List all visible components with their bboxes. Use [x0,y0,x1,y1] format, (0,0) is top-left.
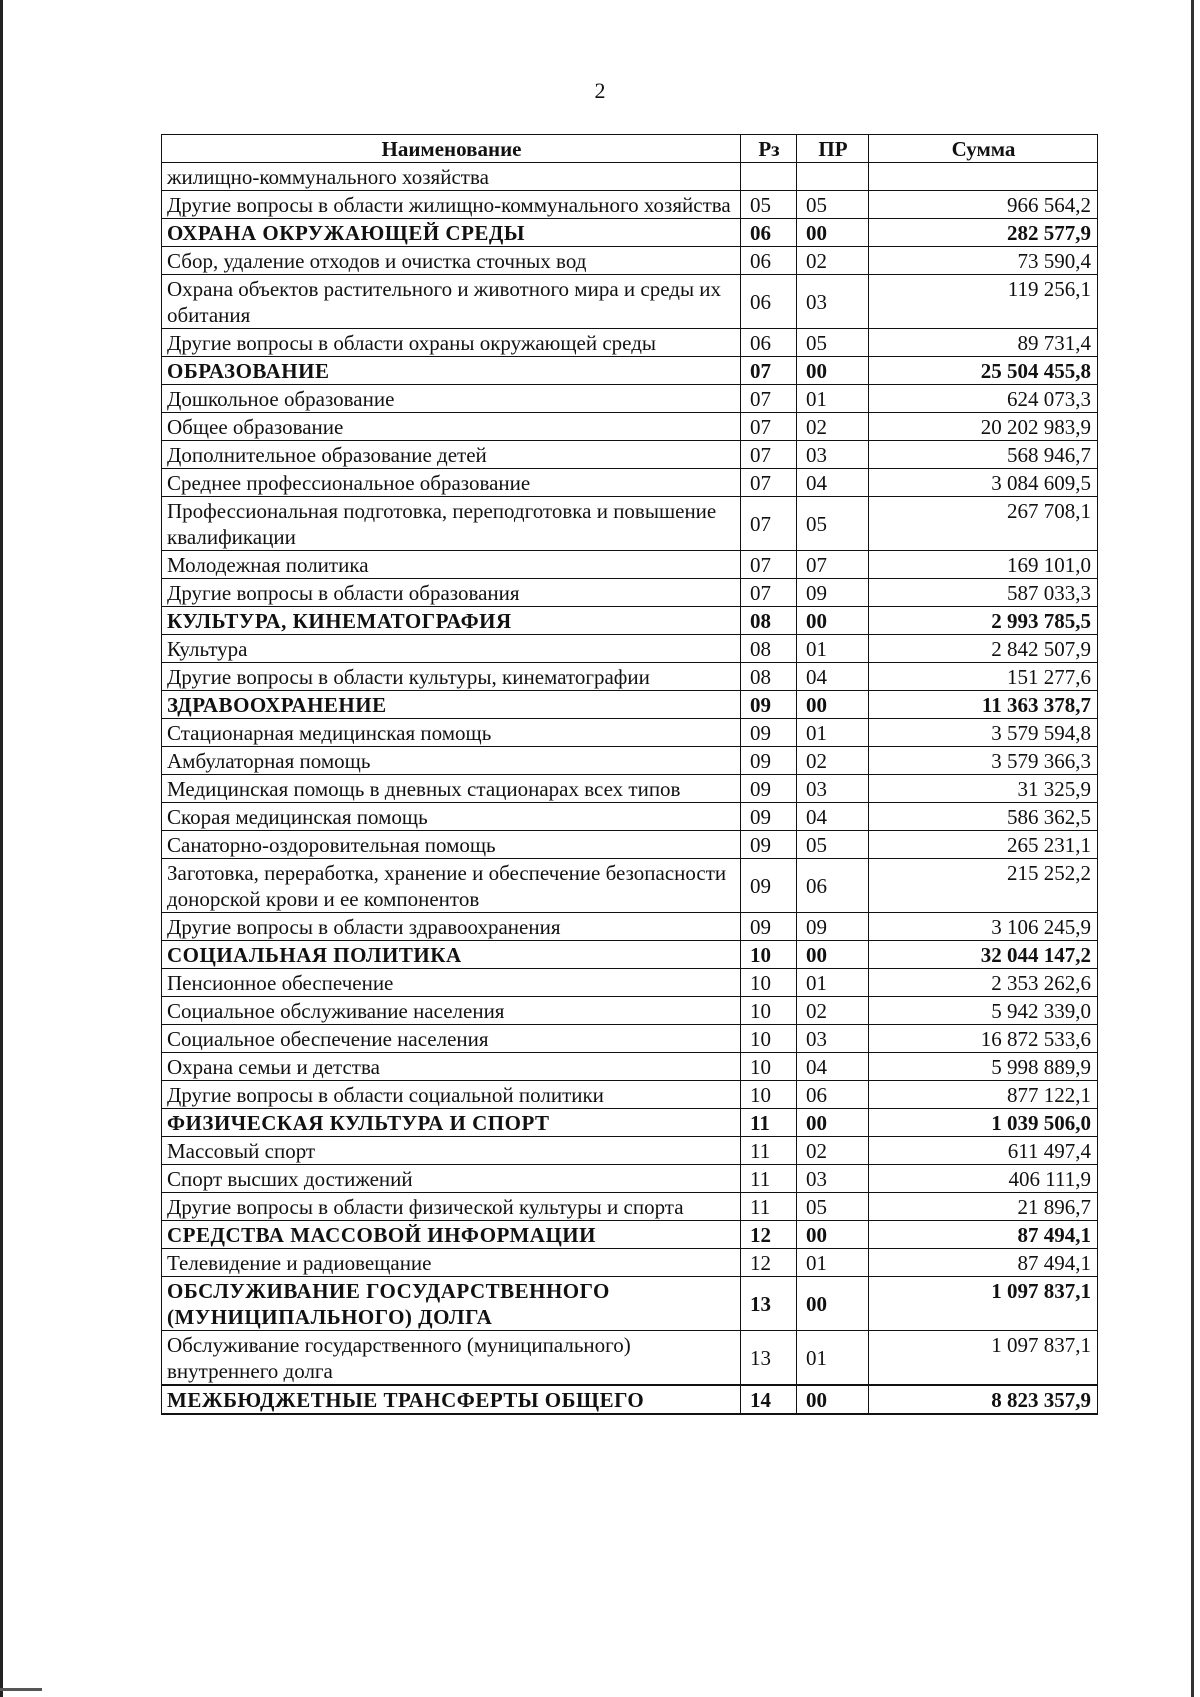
row-sum: 16 872 533,6 [869,1025,1098,1053]
table-row [162,747,1098,775]
row-name: Обслуживание государственного (муниципального) внутреннего долга [162,1331,741,1386]
row-pr: 03 [797,441,869,469]
row-name: Дополнительное образование детей [162,441,741,469]
table-row [162,775,1098,803]
row-name: Охрана семьи и детства [162,1053,741,1081]
table-row [162,1081,1098,1109]
row-rz: 14 [741,1385,797,1414]
row-pr: 01 [797,1249,869,1277]
row-sum: 73 590,4 [869,247,1098,275]
row-name: Спорт высших достижений [162,1165,741,1193]
row-rz: 06 [741,275,797,329]
row-sum: 89 731,4 [869,329,1098,357]
row-pr: 04 [797,803,869,831]
row-name: Скорая медицинская помощь [162,803,741,831]
row-sum: 11 363 378,7 [869,691,1098,719]
table-body [162,163,1098,1415]
table-row [162,635,1098,663]
row-rz: 10 [741,941,797,969]
budget-table [161,134,1098,1415]
row-name: ФИЗИЧЕСКАЯ КУЛЬТУРА И СПОРТ [162,1109,741,1137]
row-name: ОХРАНА ОКРУЖАЮЩЕЙ СРЕДЫ [162,219,741,247]
row-sum: 587 033,3 [869,579,1098,607]
row-name: Другие вопросы в области культуры, кинематографии [162,663,741,691]
row-name: ЗДРАВООХРАНЕНИЕ [162,691,741,719]
row-rz: 10 [741,1081,797,1109]
row-pr: 00 [797,357,869,385]
row-sum: 267 708,1 [869,497,1098,551]
row-sum: 5 998 889,9 [869,1053,1098,1081]
row-rz: 05 [741,191,797,219]
table-row [162,579,1098,607]
row-pr: 01 [797,635,869,663]
row-name: Дошкольное образование [162,385,741,413]
row-sum: 1 097 837,1 [869,1277,1098,1331]
row-rz: 11 [741,1137,797,1165]
row-sum: 624 073,3 [869,385,1098,413]
row-pr: 01 [797,969,869,997]
row-sum: 2 353 262,6 [869,969,1098,997]
row-name: Другие вопросы в области охраны окружающей среды [162,329,741,357]
table-section-row [162,941,1098,969]
row-sum: 966 564,2 [869,191,1098,219]
row-name: Массовый спорт [162,1137,741,1165]
table-row [162,1165,1098,1193]
row-sum: 215 252,2 [869,859,1098,913]
row-rz: 09 [741,831,797,859]
row-pr: 02 [797,997,869,1025]
row-name: Другие вопросы в области здравоохранения [162,913,741,941]
row-sum: 2 993 785,5 [869,607,1098,635]
table-row [162,413,1098,441]
row-sum: 20 202 983,9 [869,413,1098,441]
table-row [162,969,1098,997]
row-name: Амбулаторная помощь [162,747,741,775]
row-sum: 3 579 366,3 [869,747,1098,775]
row-sum: 8 823 357,9 [869,1385,1098,1414]
row-pr: 00 [797,941,869,969]
header-sum: Сумма [869,135,1098,163]
row-sum: 119 256,1 [869,275,1098,329]
header-pr: ПР [797,135,869,163]
row-pr: 04 [797,1053,869,1081]
row-sum: 568 946,7 [869,441,1098,469]
row-rz: 11 [741,1109,797,1137]
table-section-row [162,607,1098,635]
row-name: Другие вопросы в области образования [162,579,741,607]
table-row [162,859,1098,913]
row-name: Другие вопросы в области социальной политики [162,1081,741,1109]
row-rz: 07 [741,579,797,607]
row-rz: 07 [741,497,797,551]
row-pr: 05 [797,329,869,357]
row-rz: 06 [741,219,797,247]
row-name: СОЦИАЛЬНАЯ ПОЛИТИКА [162,941,741,969]
row-sum: 87 494,1 [869,1221,1098,1249]
row-name: Культура [162,635,741,663]
scan-edge-left [0,0,3,1697]
table-section-row [162,219,1098,247]
table-row [162,913,1098,941]
row-pr: 05 [797,191,869,219]
header-name: Наименование [162,135,741,163]
row-rz: 07 [741,385,797,413]
row-rz: 09 [741,719,797,747]
row-name: СРЕДСТВА МАССОВОЙ ИНФОРМАЦИИ [162,1221,741,1249]
row-pr: 05 [797,497,869,551]
row-rz [741,163,797,191]
table-row [162,441,1098,469]
row-sum: 586 362,5 [869,803,1098,831]
row-name: МЕЖБЮДЖЕТНЫЕ ТРАНСФЕРТЫ ОБЩЕГО [162,1385,741,1414]
row-pr: 06 [797,1081,869,1109]
row-sum: 3 106 245,9 [869,913,1098,941]
row-sum: 877 122,1 [869,1081,1098,1109]
row-rz: 10 [741,997,797,1025]
row-pr: 00 [797,691,869,719]
row-name: Телевидение и радиовещание [162,1249,741,1277]
table-row [162,1249,1098,1277]
row-sum: 5 942 339,0 [869,997,1098,1025]
row-rz: 10 [741,969,797,997]
table-section-row [162,1221,1098,1249]
row-rz: 12 [741,1221,797,1249]
table-section-row [162,691,1098,719]
row-name: Среднее профессиональное образование [162,469,741,497]
row-name: Сбор, удаление отходов и очистка сточных вод [162,247,741,275]
table-row [162,329,1098,357]
table-row [162,1137,1098,1165]
row-pr: 00 [797,1221,869,1249]
row-pr: 02 [797,1137,869,1165]
row-sum: 32 044 147,2 [869,941,1098,969]
row-sum [869,163,1098,191]
row-rz: 06 [741,247,797,275]
row-sum: 1 039 506,0 [869,1109,1098,1137]
row-sum: 169 101,0 [869,551,1098,579]
row-sum: 282 577,9 [869,219,1098,247]
row-rz: 08 [741,607,797,635]
table-row [162,997,1098,1025]
row-pr: 02 [797,413,869,441]
table-section-row [162,357,1098,385]
row-name: Другие вопросы в области жилищно-коммунального хозяйства [162,191,741,219]
row-pr: 07 [797,551,869,579]
row-rz: 12 [741,1249,797,1277]
row-name: жилищно-коммунального хозяйства [162,163,741,191]
row-rz: 07 [741,551,797,579]
row-name: ОБСЛУЖИВАНИЕ ГОСУДАРСТВЕННОГО (МУНИЦИПАЛЬНОГО) ДОЛГА [162,1277,741,1331]
row-name: Молодежная политика [162,551,741,579]
row-rz: 09 [741,775,797,803]
row-pr: 04 [797,663,869,691]
row-sum: 25 504 455,8 [869,357,1098,385]
row-name: Заготовка, переработка, хранение и обеспечение безопасности донорской крови и ее компонентов [162,859,741,913]
table-row [162,1331,1098,1386]
row-name: Социальное обслуживание населения [162,997,741,1025]
header-rz: Рз [741,135,797,163]
table-row [162,275,1098,329]
row-sum: 151 277,6 [869,663,1098,691]
row-pr: 01 [797,719,869,747]
table-section-row [162,1109,1098,1137]
row-pr: 01 [797,1331,869,1386]
row-name: ОБРАЗОВАНИЕ [162,357,741,385]
row-pr: 09 [797,913,869,941]
row-name: Общее образование [162,413,741,441]
row-pr: 05 [797,831,869,859]
row-pr: 06 [797,859,869,913]
row-name: Медицинская помощь в дневных стационарах всех типов [162,775,741,803]
row-sum: 21 896,7 [869,1193,1098,1221]
row-name: КУЛЬТУРА, КИНЕМАТОГРАФИЯ [162,607,741,635]
table-row [162,719,1098,747]
table-section-row [162,1385,1098,1414]
row-pr: 05 [797,1193,869,1221]
table-header-row [162,135,1098,163]
row-sum: 87 494,1 [869,1249,1098,1277]
row-rz: 10 [741,1025,797,1053]
row-sum: 2 842 507,9 [869,635,1098,663]
row-rz: 11 [741,1193,797,1221]
table-row [162,163,1098,191]
row-pr: 09 [797,579,869,607]
scan-footer-mark [0,1688,42,1691]
table-row [162,663,1098,691]
row-sum: 31 325,9 [869,775,1098,803]
row-name: Санаторно-оздоровительная помощь [162,831,741,859]
row-sum: 3 084 609,5 [869,469,1098,497]
row-rz: 13 [741,1277,797,1331]
row-rz: 07 [741,413,797,441]
row-rz: 07 [741,469,797,497]
row-pr: 03 [797,1165,869,1193]
row-pr: 03 [797,1025,869,1053]
row-rz: 09 [741,691,797,719]
row-name: Пенсионное обеспечение [162,969,741,997]
row-name: Другие вопросы в области физической культуры и спорта [162,1193,741,1221]
row-name: Профессиональная подготовка, переподготовка и повышение квалификации [162,497,741,551]
row-name: Охрана объектов растительного и животного мира и среды их обитания [162,275,741,329]
table-row [162,551,1098,579]
row-pr: 02 [797,747,869,775]
table-row [162,385,1098,413]
row-pr [797,163,869,191]
table-row [162,1193,1098,1221]
row-rz: 10 [741,1053,797,1081]
row-name: Стационарная медицинская помощь [162,719,741,747]
scan-edge-right [1191,0,1194,1697]
row-rz: 09 [741,859,797,913]
row-rz: 07 [741,441,797,469]
row-pr: 03 [797,775,869,803]
page-number: 2 [594,78,606,103]
row-sum: 611 497,4 [869,1137,1098,1165]
row-pr: 02 [797,247,869,275]
row-name: Социальное обеспечение населения [162,1025,741,1053]
row-sum: 406 111,9 [869,1165,1098,1193]
row-pr: 03 [797,275,869,329]
table-row [162,1025,1098,1053]
row-rz: 09 [741,803,797,831]
table-row [162,497,1098,551]
row-rz: 09 [741,747,797,775]
row-pr: 00 [797,1277,869,1331]
row-rz: 13 [741,1331,797,1386]
table-row [162,469,1098,497]
row-rz: 08 [741,635,797,663]
row-pr: 04 [797,469,869,497]
row-sum: 265 231,1 [869,831,1098,859]
table-row [162,803,1098,831]
row-rz: 09 [741,913,797,941]
table-section-row [162,1277,1098,1331]
row-sum: 3 579 594,8 [869,719,1098,747]
row-rz: 11 [741,1165,797,1193]
row-rz: 06 [741,329,797,357]
row-pr: 01 [797,385,869,413]
row-rz: 07 [741,357,797,385]
row-pr: 00 [797,1109,869,1137]
table-row [162,1053,1098,1081]
row-pr: 00 [797,219,869,247]
row-pr: 00 [797,1385,869,1414]
row-sum: 1 097 837,1 [869,1331,1098,1386]
table-row [162,247,1098,275]
table-row [162,831,1098,859]
table-row [162,191,1098,219]
row-pr: 00 [797,607,869,635]
row-rz: 08 [741,663,797,691]
